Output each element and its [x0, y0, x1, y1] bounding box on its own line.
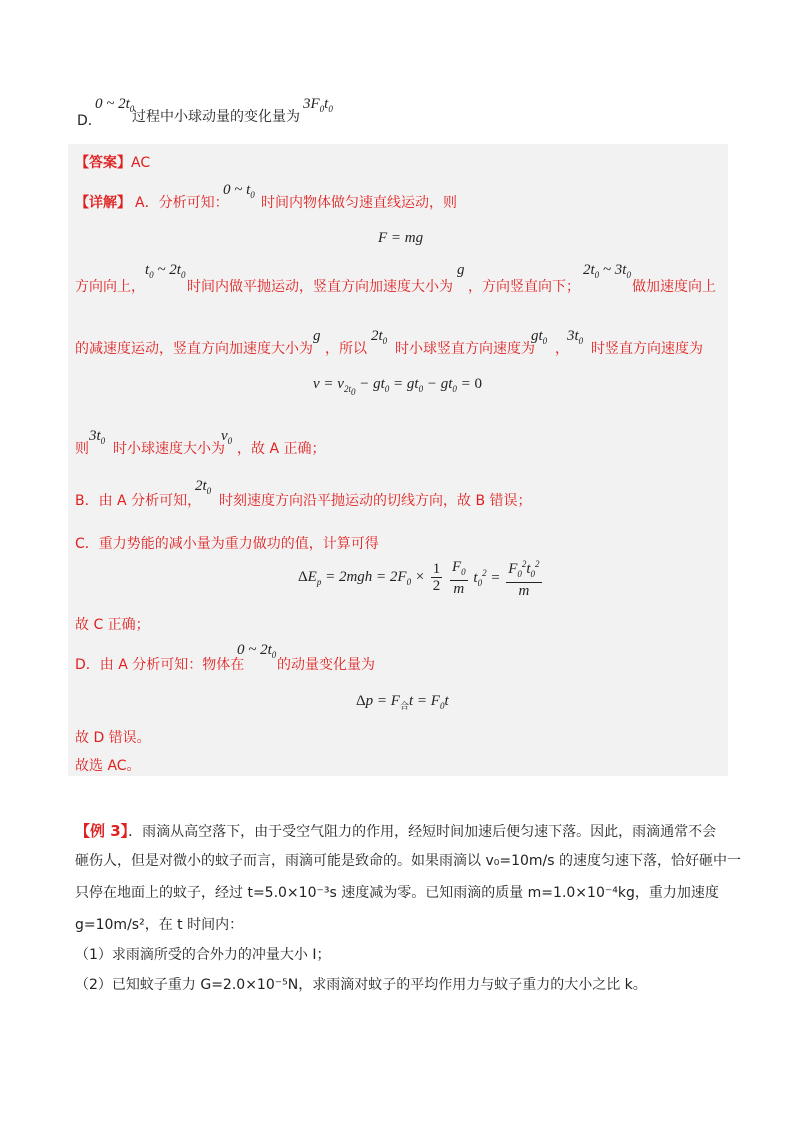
formula-2t0-to-3t0: $2t_0$ ~ $3t_0$ — [583, 262, 631, 280]
formula-0-to-t0: 0 ~ $t_0$ — [223, 182, 255, 200]
formula-2t0-a: $2t_0$ — [371, 328, 388, 346]
detail-d-line — [75, 642, 735, 672]
detail-c-line: C．重力势能的减小量为重力做功的值，计算可得 — [75, 536, 379, 552]
detail-a-intro: A．分析可知： — [135, 195, 229, 211]
equation-f-equals-mg: F = mg — [378, 230, 424, 246]
detail-c-end: 故 C 正确； — [75, 617, 150, 633]
detail-b-line — [75, 478, 735, 508]
detail-line3-c: 时小球竖直方向速度为 — [395, 341, 535, 357]
option-d-interval-formula: 0 ~ $2t_0$ — [95, 96, 135, 114]
answer-value: AC — [131, 155, 151, 171]
detail-line3-comma: ， — [555, 341, 569, 357]
example3-label: 【例 3】 — [75, 822, 129, 840]
detail-b-a: B．由 A 分析可知， — [75, 493, 202, 509]
example3-question-2: （2）已知蚊子重力 G=2.0×10⁻⁵N，求雨滴对蚊子的平均作用力与蚊子重力的大小之比 k。 — [75, 977, 647, 993]
example3-p2: 砸伤人，但是对微小的蚊子而言，雨滴可能是致命的。如果雨滴以 v₀=10m/s 的速度匀速下落，恰好砸中一 — [75, 853, 741, 869]
detail-a-text1: 时间内物体做匀速直线运动，则 — [261, 195, 457, 211]
detail-final: 故选 AC。 — [75, 758, 141, 774]
detail-line2-a: 方向向上， — [75, 279, 145, 295]
example3-question-1: （1）求雨滴所受的合外力的冲量大小 I； — [75, 947, 331, 963]
detail-line2-d: 做加速度向上 — [632, 279, 716, 295]
detail-line4-a: 则 — [75, 441, 89, 457]
detail-line-2 — [75, 262, 735, 295]
detail-line4-b: 时小球速度大小为 — [113, 441, 225, 457]
detail-label: 【详解】 — [75, 195, 131, 211]
example3-para-line1 — [75, 820, 716, 841]
formula-3t0-a: $3t_0$ — [567, 328, 584, 346]
example3-p3: 只停在地面上的蚊子，经过 t=5.0×10⁻³s 速度减为零。已知雨滴的质量 m=1.0×10⁻⁴kg，重力加速度 — [75, 885, 719, 901]
detail-line-1 — [75, 182, 675, 212]
formula-gt0: $gt_0$ — [531, 328, 548, 346]
equation-potential-energy: $\Delta E_p = 2mgh = 2F_0$ × $\frac{1}{2}$ $\frac{F_0}{m}$ $t_0^2$ = $\frac{F_0^2t_0^2}{m}$ — [298, 556, 544, 600]
option-d-value-formula: $3F_0t_0$ — [303, 96, 333, 114]
example3-p4: g=10m/s²，在 t 时间内： — [75, 917, 244, 933]
formula-g-2: g — [313, 328, 321, 344]
formula-t0-to-2t0: $t_0$ ~ $2t_0$ — [145, 262, 186, 280]
detail-line3-a: 的减速度运动，竖直方向加速度大小为 — [75, 341, 313, 357]
formula-0-to-2t0: 0 ~ $2t_0$ — [237, 642, 277, 660]
detail-b-b: 时刻速度方向沿平抛运动的切线方向，故 B 错误； — [219, 493, 532, 509]
option-d-text: 过程中小球动量的变化量为 — [132, 109, 300, 125]
example3-p1: ．雨滴从高空落下，由于受空气阻力的作用，经短时间加速后便匀速下落。因此，雨滴通常不会 — [128, 824, 717, 840]
formula-2t0-b: $2t_0$ — [195, 478, 212, 496]
detail-d-a: D．由 A 分析可知：物体在 — [75, 657, 245, 673]
detail-d-end: 故 D 错误。 — [75, 730, 151, 746]
detail-line2-c: ，方向竖直向下； — [468, 279, 580, 295]
detail-line2-b: 时间内做平抛运动，竖直方向加速度大小为 — [187, 279, 453, 295]
formula-3t0-b: $3t_0$ — [89, 428, 106, 446]
detail-line3-b: ，所以 — [325, 341, 367, 357]
equation-velocity-zero: $v = v_{2t_0} - gt_0 = gt_0 - gt_0 = 0$ — [313, 376, 482, 397]
equation-momentum-change: $\Delta p = F_合t = F_0t$ — [356, 693, 449, 711]
answer-line — [75, 152, 150, 172]
detail-line-3 — [75, 328, 735, 358]
detail-line4-c: ，故 A 正确； — [237, 441, 326, 457]
answer-label: 【答案】 — [75, 155, 131, 171]
option-d-letter: D． — [77, 113, 102, 129]
formula-v0: $v_0$ — [221, 428, 233, 446]
detail-line-4 — [75, 428, 735, 458]
formula-g-1: g — [457, 262, 465, 278]
detail-line3-d: 时竖直方向速度为 — [591, 341, 703, 357]
detail-d-b: 的动量变化量为 — [277, 657, 375, 673]
